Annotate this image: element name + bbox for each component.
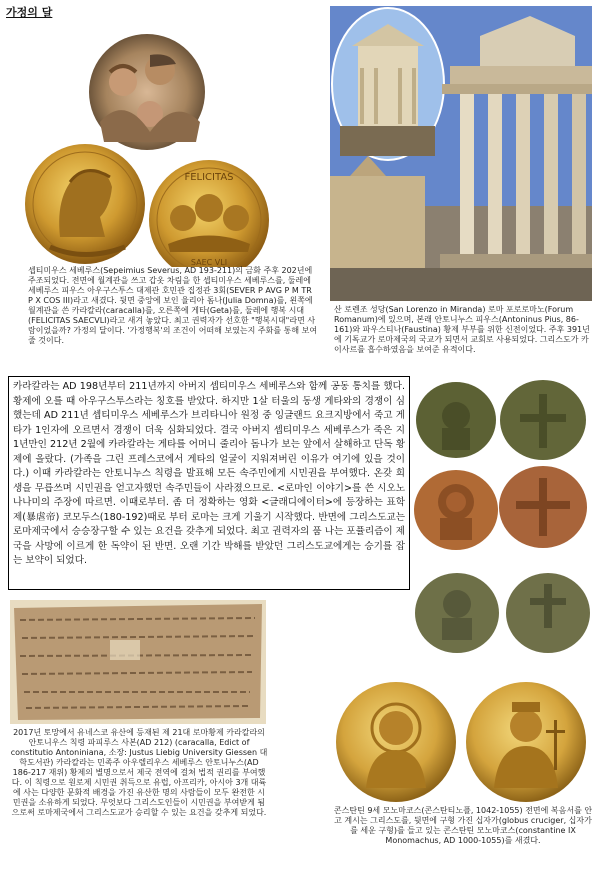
gold-coin-emperor-reverse [466, 682, 586, 802]
papyrus-caption: 2017년 토망에서 유네스코 유산에 등재된 제 21대 로마황제 카라칼라의 안토니우스 칙령 파피루스 사본(AD 212) (caracalla, Edict of constitutio Antoniniana, 소장: Justus Liebig University Giessen 대학도서관) 카라칼라는 민족주 아우렐리우스 세베루스 안토니누스(AD 186-217 재위) 황제의 별명으로서 제국 전역에 걸쳐 법적 권리를 부여했다. 이 칙령으로 원로제 시민권 취득으로 유럽, 아프리카, 아시아 3개 대륙에 사는 다양한 문화적 배경을 가진 유산한 명의 사람들이 모두 완전한 시민권을 소유하게 되었다. 무엇보다 그리스도인들이 시민권을 부여받게 됨으로써 로마제국에서 그리스도교가 승리할 수 있는 요건을 갖추게 되었다. [10, 728, 268, 817]
bronze-coin-bust-3 [415, 573, 499, 653]
bronze-coin-christ-1 [416, 382, 496, 458]
constantine-coins-figure [330, 680, 592, 804]
byzantine-coins-figure [412, 376, 592, 658]
bronze-coin-cross-1 [500, 380, 586, 460]
main-text-box: 카라칼라는 AD 198년부터 211년까지 아버지 셉티미우스 세베루스와 함께 공동 통치를 했다. 황제에 오를 때 아우구스투스라는 칭호를 받았다. 하지만 1살 터울의 동생 게타와의 경쟁이 심했는데 AD 211년 셉티미우스 세베루스가 브리타니아 원정 중 잉글랜드 요크지방에서 죽고 게타가 1인자에 오르면서 경쟁이 더욱 심화되었다. 결국 아버지 셉티미우스 세베루스가 죽은 지 1년만인 212년 2월에 카라칼라는 게타를 어머니 줄리아 돔나가 보는 앞에서 살해하고 단독 황제에 올랐다. (가족을 그린 프레스코에서 게타의 얼굴이 지워져버린 이유가 여기에 있을 것이다.) 이때 카라칼라는 안토니누스 칙령을 발표해 모든 속주민에게 시민권을 부여했다. 온갖 희생을 무릅쓰며 시민권을 얻고자했던 속주민들이 사라졌으므로. <로마인 이야기>를 쓴 시오노 나나미의 주장에 따르면. 이때로부터. 좀 더 정확하는 영화 <글래디에이터>에 등장하는 표학제(暴虐帝) 코모두스(180-192)때로 부터 로마는 크게 기울기 시작했다. 반면에 그리스도교는 로마제국에서 승승장구할 수 있는 요건을 갖추게 되었다. 최고 권력자의 품 나는 포퓰리즘이 제국을 사망에 이르게 한 독약이 된 반면. 오랜 기간 박해를 받았던 그리스도교에게는 승기를 잡는 보약이 되었다. [8, 376, 410, 590]
severus-gold-coin-obverse [25, 144, 145, 264]
constantine-caption: 콘스탄틴 9세 모노마코스(콘스탄티노플, 1042-1055) 전면에 복음서를 안고 계시는 그리스도를, 뒷면에 구형 가진 십자가(globus cruciger, 십자가를 세운 구형)를 들고 있는 콘스탄틴 모노마코스(constantine IX Monomachus, AD 1000-1055)를 새겼다. [333, 806, 593, 845]
papyrus-fragment-image [10, 600, 266, 724]
severus-coins-figure [0, 22, 330, 267]
page-title: 가정의 달 [6, 6, 53, 19]
severus-caption: 셉티미우스 세베루스(Sepeimius Severus, AD 193-211)의 금화 주후 202년에 주조되었다. 전면에 월계관을 쓰고 갑옷 차림을 한 셉티미우스 세베루스를, 둘레에 세베루스 피우스 아우구스투스 대제관 호민관 집정관 3회(SEVER P AVG P M TR P X COS III)라고 새겼다. 뒷면 중앙에 보인 율리아 돔나(Julia Domna)를, 왼쪽에 월계관을 쓴 카라칼라(caracalla)를, 오른쪽에 게타(Geta)를, 둘레에 행복 시대(FELICITAS SAECVLI)라고 새겨 놓았다. 최고 권력자가 선호한 "행복시대"라면 사람이었을까? 가정의 달이다. '가정행복'의 조건이 어떠해 보였는지 주화를 통해 보여줄 것이다. [28, 266, 318, 345]
coin-exergue: SAEC VLI [190, 258, 228, 267]
copper-coin-cross-2 [499, 466, 587, 548]
church-caption: 산 로렌조 성당(San Lorenzo in Miranda) 로마 포로로마노(Forum Romanum)에 있으며, 본래 안토니누스 피우스(Antoninus Pius, 86-161)와 파우스티나(Faustina) 황제 부부를 위한 신전이었다. 주후 391년에 기독교가 로마제국의 국교가 되면서 교회로 사용되었다. 그리스도가 카이사르를 흡수하였음을 보여준 유적이다. [334, 305, 590, 354]
severan-family-gold-coin-reverse [149, 160, 269, 267]
church-inset-oval [332, 8, 444, 160]
severan-tondo-image [89, 34, 205, 150]
bronze-coin-cross-3 [506, 573, 590, 653]
gold-coin-christ-obverse [336, 682, 456, 802]
copper-coin-christ-2 [414, 470, 498, 550]
coin-legend-top: FELICITAS [184, 172, 234, 183]
san-lorenzo-photo [330, 6, 592, 301]
